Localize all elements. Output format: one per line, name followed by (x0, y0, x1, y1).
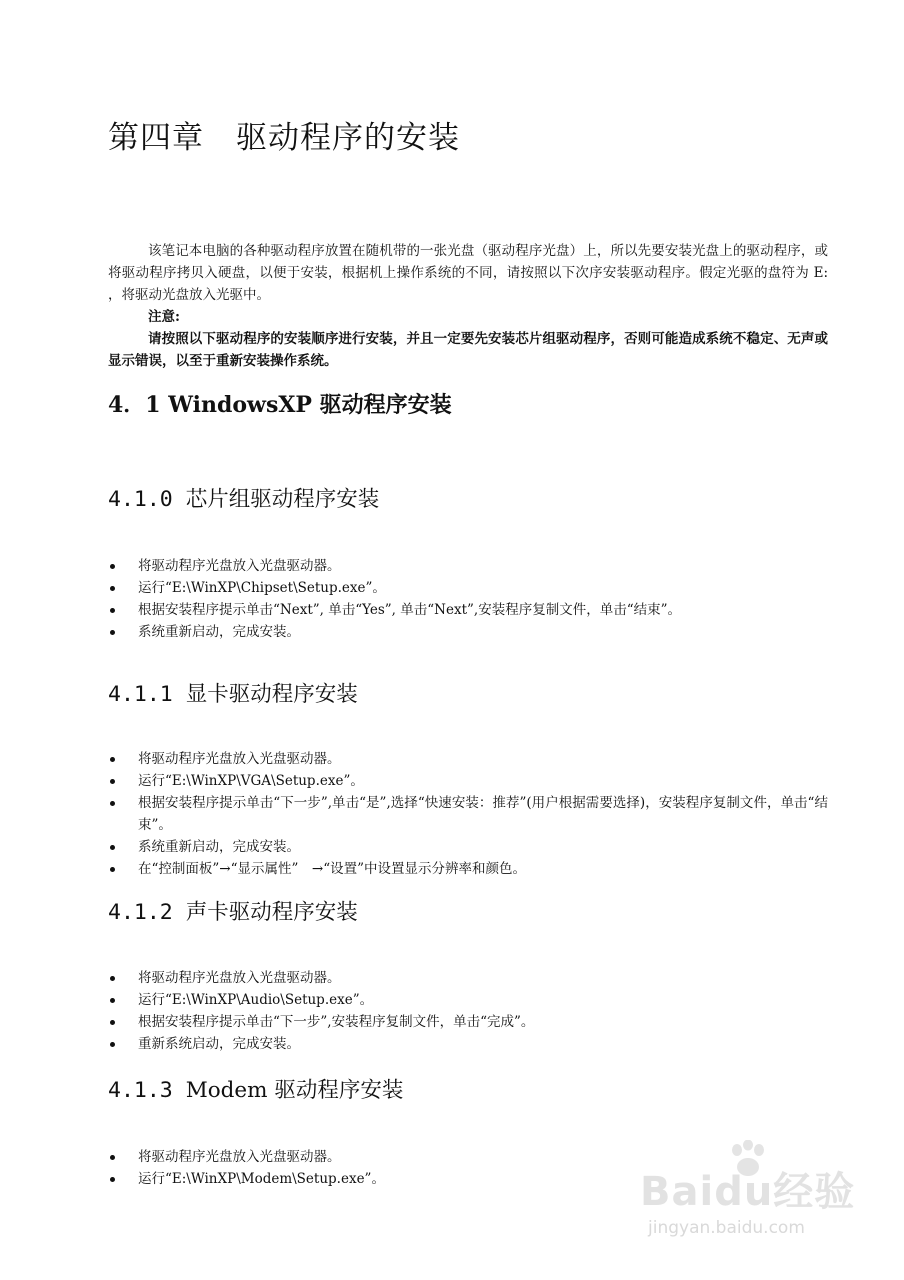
bullet-icon (110, 867, 115, 872)
bullet-icon (110, 586, 115, 591)
list-item: 重新系统启动，完成安装。 (108, 1033, 828, 1055)
note-body: 请按照以下驱动程序的安装顺序进行安装，并且一定要先安装芯片组驱动程序，否则可能造成系统不稳定、无声或显示错误，以至于重新安装操作系统。 (108, 331, 828, 369)
note-label: 注意: (148, 309, 180, 325)
intro-block (108, 240, 828, 372)
steps-list-vga (108, 748, 828, 880)
list-item: 运行“E:\WinXP\VGA\Setup.exe”。 (108, 770, 828, 792)
list-item: 运行“E:\WinXP\Chipset\Setup.exe”。 (108, 577, 828, 599)
bullet-icon (110, 1155, 115, 1160)
list-item: 系统重新启动，完成安装。 (108, 621, 828, 643)
steps-list-chipset (108, 555, 828, 643)
bullet-icon (110, 779, 115, 784)
steps-list-audio (108, 967, 828, 1055)
bullet-icon (110, 608, 115, 613)
subsection-number: 4.1.1 (108, 682, 173, 707)
bullet-icon (110, 630, 115, 635)
list-item: 系统重新启动，完成安装。 (108, 836, 828, 858)
list-item: 将驱动程序光盘放入光盘驱动器。 (108, 748, 828, 770)
watermark-logo: Baidu经验 (640, 1169, 856, 1215)
bullet-icon (110, 1177, 115, 1182)
bullet-icon (110, 976, 115, 981)
bullet-icon (110, 1020, 115, 1025)
bullet-icon (110, 801, 115, 806)
bullet-icon (110, 564, 115, 569)
subsection-name: 声卡驱动程序安装 (185, 900, 358, 925)
subsection-number: 4.1.0 (108, 487, 173, 512)
subsection-title-audio (108, 895, 358, 926)
list-item: 根据安装程序提示单击“下一步”,安装程序复制文件，单击“完成”。 (108, 1011, 828, 1033)
bullet-icon (110, 845, 115, 850)
chapter-title: 第四章 驱动程序的安装 (108, 120, 460, 156)
subsection-name: 显卡驱动程序安装 (185, 682, 358, 707)
bullet-icon (110, 998, 115, 1003)
list-item: 将驱动程序光盘放入光盘驱动器。 (108, 967, 828, 989)
list-item: 根据安装程序提示单击“下一步”,单击“是”,选择“快速安装：推荐”(用户根据需要选择)，安装程序复制文件，单击“结束”。 (108, 792, 828, 836)
subsection-title-modem (108, 1073, 403, 1104)
list-item: 在“控制面板”→“显示属性” →“设置”中设置显示分辨率和颜色。 (108, 858, 828, 880)
section-title: 4．1 WindowsXP 驱动程序安装 (108, 392, 452, 418)
list-item: 将驱动程序光盘放入光盘驱动器。 (108, 1146, 828, 1168)
subsection-number: 4.1.2 (108, 900, 173, 925)
subsection-number: 4.1.3 (108, 1078, 173, 1103)
list-item: 根据安装程序提示单击“Next”, 单击“Yes”, 单击“Next”,安装程序复制文件，单击“结束”。 (108, 599, 828, 621)
subsection-name: 芯片组驱动程序安装 (185, 487, 380, 512)
baidu-watermark (640, 1140, 860, 1250)
bullet-icon (110, 1042, 115, 1047)
list-item: 运行“E:\WinXP\Audio\Setup.exe”。 (108, 989, 828, 1011)
intro-paragraph: 该笔记本电脑的各种驱动程序放置在随机带的一张光盘（驱动程序光盘）上，所以先要安装光盘上的驱动程序，或将驱动程序拷贝入硬盘，以便于安装，根据机上操作系统的不同，请按照以下次序安装驱动程序。假定光驱的盘符为 E: ，将驱动光盘放入光驱中。 (108, 243, 828, 303)
watermark-url: jingyan.baidu.com (648, 1218, 805, 1238)
list-item: 运行“E:\WinXP\Modem\Setup.exe”。 (108, 1168, 828, 1190)
subsection-name: Modem 驱动程序安装 (185, 1078, 404, 1103)
bullet-icon (110, 757, 115, 762)
subsection-title-vga (108, 677, 358, 708)
list-item: 将驱动程序光盘放入光盘驱动器。 (108, 555, 828, 577)
subsection-title-chipset (108, 482, 379, 513)
